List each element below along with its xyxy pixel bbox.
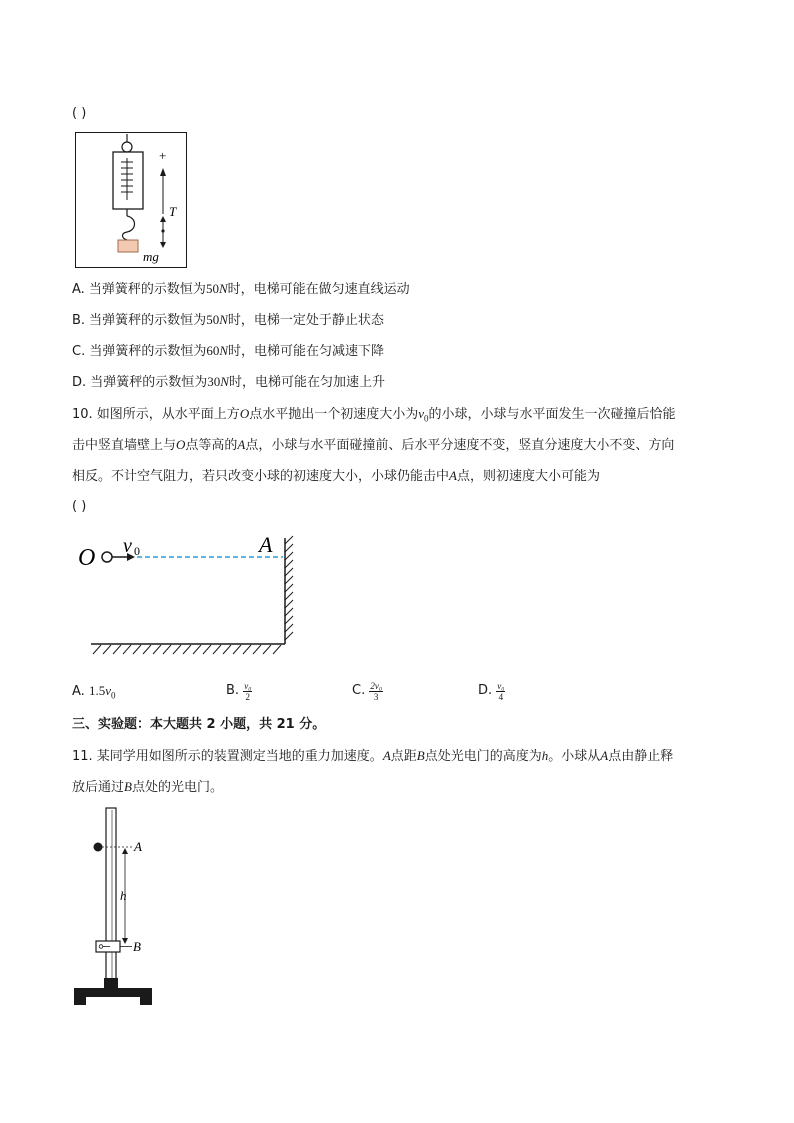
q10-point-a-label: A xyxy=(259,532,273,557)
q10-option-b: B. $\frac{\text{v₀}}{2}$ xyxy=(226,680,252,702)
q9-spring-scale-figure xyxy=(75,132,187,268)
q10-stem-line3: 相反。不计空气阻力，若只改变小球的初速度大小，小球仍能击中A点，则初速度大小可能为 xyxy=(72,468,600,484)
q9-option-a: A. 当弹簧秤的示数恒为50N时，电梯可能在做匀速直线运动 xyxy=(72,281,410,297)
q10-stem-line2: 击中竖直墙壁上与O点等高的A点，小球与水平面碰撞前、后水平分速度不变，竖直分速度大小不变、方向 xyxy=(72,437,675,453)
q9-answer-bracket: ( ) xyxy=(72,106,87,121)
q11-photogate-apparatus-figure xyxy=(72,808,162,1008)
q9-option-d: D. 当弹簧秤的示数恒为30N时，电梯可能在匀加速上升 xyxy=(72,374,385,390)
q11-stem-line1: 11. 某同学用如图所示的装置测定当地的重力加速度。A点距B点处光电门的高度为h。小球从A点由静止释 xyxy=(72,748,674,764)
q11-point-a-label: A xyxy=(134,839,142,854)
q11-point-b-label: B xyxy=(133,939,141,954)
q10-point-o-label: O xyxy=(78,545,96,571)
q10-projectile-figure xyxy=(75,530,305,660)
q10-option-c: C. $\frac{\text{2v₀}}{3}$ xyxy=(352,680,382,702)
q9-weight-label: mg xyxy=(143,249,159,264)
q10-option-d: D. $\frac{\text{v₀}}{4}$ xyxy=(478,680,505,702)
q9-tension-label: T xyxy=(169,204,177,219)
q10-option-a: A. $1.5v_0$ xyxy=(72,683,116,701)
q10-answer-bracket: ( ) xyxy=(72,499,87,514)
q11-height-label: h xyxy=(120,888,127,903)
q11-stem-line2: 放后通过B点处的光电门。 xyxy=(72,779,223,795)
q9-option-c: C. 当弹簧秤的示数恒为60N时，电梯可能在匀减速下降 xyxy=(72,343,385,359)
q9-plus-label: + xyxy=(159,148,167,163)
section-3-title: 三、实验题：本大题共 2 小题，共 21 分。 xyxy=(72,717,326,732)
q9-option-b: B. 当弹簧秤的示数恒为50N时，电梯一定处于静止状态 xyxy=(72,312,384,328)
q10-velocity-subscript: 0 xyxy=(134,544,140,558)
q10-velocity-label: v xyxy=(123,535,132,557)
q10-stem-line1: 10. 如图所示，从水平面上方O点水平抛出一个初速度大小为$v_0$的小球，小球与水平面发生一次碰撞后恰能 xyxy=(72,406,676,424)
